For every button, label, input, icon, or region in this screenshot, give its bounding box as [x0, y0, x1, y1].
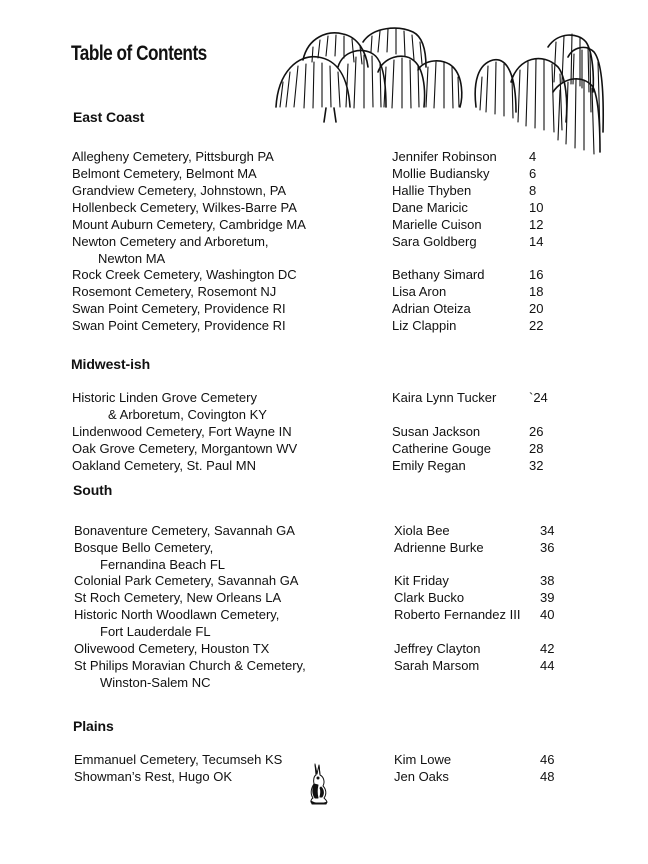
- entry-author: Dane Maricic: [392, 200, 468, 215]
- entry-author: Clark Bucko: [394, 590, 465, 605]
- entry-page: 46: [540, 752, 555, 767]
- entry-author: Catherine Gouge: [392, 441, 492, 456]
- toc-entry[interactable]: [0, 182, 648, 199]
- entry-author: Marielle Cuison: [392, 217, 482, 232]
- willow-trunks: [324, 108, 336, 122]
- toc-entry[interactable]: [0, 165, 648, 182]
- entry-place: Rosemont Cemetery, Rosemont NJ: [72, 284, 277, 299]
- page-title: Table of Contents: [71, 42, 207, 65]
- rabbit-illustration: [306, 762, 334, 806]
- entry-author: Adrian Oteiza: [392, 301, 471, 316]
- entry-place: Oak Grove Cemetery, Morgantown WV: [72, 441, 298, 456]
- entry-author: Sara Goldberg: [392, 234, 477, 249]
- entry-place: Lindenwood Cemetery, Fort Wayne IN: [72, 424, 292, 439]
- entry-page: 26: [529, 424, 544, 439]
- entry-author: Hallie Thyben: [392, 183, 472, 198]
- entry-author: Roberto Fernandez III: [394, 607, 521, 622]
- entry-author: Sarah Marsom: [394, 658, 480, 673]
- entry-place-continued: & Arboretum, Covington KY: [108, 407, 267, 422]
- entry-place: Mount Auburn Cemetery, Cambridge MA: [72, 217, 306, 232]
- toc-entry[interactable]: [0, 640, 648, 657]
- toc-entry[interactable]: [0, 148, 648, 165]
- entry-author: Liz Clappin: [392, 318, 457, 333]
- entry-page: 48: [540, 769, 555, 784]
- entry-place: St Roch Cemetery, New Orleans LA: [74, 590, 282, 605]
- toc-entry[interactable]: [0, 389, 648, 423]
- entry-author: Susan Jackson: [392, 424, 481, 439]
- entry-place: Historic North Woodlawn Cemetery,: [74, 607, 280, 622]
- entry-page: 10: [529, 200, 544, 215]
- entry-author: Bethany Simard: [392, 267, 485, 282]
- entry-author: Kaira Lynn Tucker: [392, 390, 497, 405]
- entry-page: 14: [529, 234, 544, 249]
- section-heading-south: South: [73, 482, 113, 498]
- entry-place-continued: Fort Lauderdale FL: [100, 624, 211, 639]
- toc-entry[interactable]: [0, 457, 648, 474]
- entry-author: Mollie Budiansky: [392, 166, 490, 181]
- entry-place: St Philips Moravian Church & Cemetery,: [74, 658, 306, 673]
- section-heading-east-coast: East Coast: [73, 109, 145, 125]
- entry-author: Xiola Bee: [394, 523, 450, 538]
- entry-place: Colonial Park Cemetery, Savannah GA: [74, 573, 299, 588]
- entry-author: Lisa Aron: [392, 284, 447, 299]
- entry-page: 36: [540, 540, 555, 555]
- entry-place-continued: Newton MA: [98, 251, 166, 266]
- entry-page: 34: [540, 523, 555, 538]
- entry-place: Grandview Cemetery, Johnstown, PA: [72, 183, 287, 198]
- entry-place: Rock Creek Cemetery, Washington DC: [72, 267, 297, 282]
- entry-author: Jennifer Robinson: [392, 149, 497, 164]
- entry-page: 32: [529, 458, 544, 473]
- toc-entry[interactable]: [0, 199, 648, 216]
- entry-author: Jeffrey Clayton: [394, 641, 481, 656]
- entry-place: Olivewood Cemetery, Houston TX: [74, 641, 270, 656]
- entry-page: 4: [529, 149, 537, 164]
- entry-place: Bosque Bello Cemetery,: [74, 540, 214, 555]
- toc-entry[interactable]: [0, 216, 648, 233]
- toc-entry[interactable]: [0, 539, 648, 573]
- entry-place: Showman’s Rest, Hugo OK: [74, 769, 232, 784]
- entry-page: 20: [529, 301, 544, 316]
- entry-place: Bonaventure Cemetery, Savannah GA: [74, 523, 295, 538]
- entry-author: Emily Regan: [392, 458, 466, 473]
- entry-page: `24: [529, 390, 548, 405]
- willow-trees-illustration: [268, 22, 613, 157]
- toc-entry[interactable]: [0, 283, 648, 300]
- entry-page: 38: [540, 573, 555, 588]
- toc-entry[interactable]: [0, 572, 648, 589]
- entry-place: Hollenbeck Cemetery, Wilkes-Barre PA: [72, 200, 297, 215]
- entry-place-continued: Winston-Salem NC: [100, 675, 211, 690]
- entry-place: Swan Point Cemetery, Providence RI: [72, 318, 286, 333]
- toc-entry[interactable]: [0, 657, 648, 691]
- entry-page: 16: [529, 267, 544, 282]
- entry-page: 42: [540, 641, 555, 656]
- entry-place: Historic Linden Grove Cemetery: [72, 390, 257, 405]
- entry-page: 40: [540, 607, 555, 622]
- entry-place: Oakland Cemetery, St. Paul MN: [72, 458, 256, 473]
- entry-author: Kim Lowe: [394, 752, 452, 767]
- entry-author: Adrienne Burke: [394, 540, 484, 555]
- entry-place: Emmanuel Cemetery, Tecumseh KS: [74, 752, 283, 767]
- willow-tree-outlines: [276, 28, 603, 152]
- section-heading-plains: Plains: [73, 718, 114, 734]
- entry-page: 8: [529, 183, 537, 198]
- entry-page: 44: [540, 658, 555, 673]
- toc-entry[interactable]: [0, 589, 648, 606]
- toc-entry[interactable]: [0, 423, 648, 440]
- entry-page: 6: [529, 166, 537, 181]
- toc-entry[interactable]: [0, 233, 648, 267]
- toc-entry[interactable]: [0, 317, 648, 334]
- entry-place-continued: Fernandina Beach FL: [100, 557, 226, 572]
- entry-place: Allegheny Cemetery, Pittsburgh PA: [72, 149, 274, 164]
- entry-place: Newton Cemetery and Arboretum,: [72, 234, 269, 249]
- entry-place: Belmont Cemetery, Belmont MA: [72, 166, 257, 181]
- toc-entry[interactable]: [0, 440, 648, 457]
- willow-tree-strands: [280, 29, 600, 154]
- entry-page: 39: [540, 590, 555, 605]
- entry-page: 22: [529, 318, 544, 333]
- toc-entry[interactable]: [0, 606, 648, 640]
- entry-author: Jen Oaks: [394, 769, 449, 784]
- entry-place: Swan Point Cemetery, Providence RI: [72, 301, 286, 316]
- toc-entry[interactable]: [0, 266, 648, 283]
- entry-author: Kit Friday: [394, 573, 449, 588]
- entry-page: 28: [529, 441, 544, 456]
- entry-page: 12: [529, 217, 544, 232]
- toc-entry[interactable]: [0, 522, 648, 539]
- section-heading-midwest-ish: Midwest-ish: [71, 356, 151, 372]
- entry-page: 18: [529, 284, 544, 299]
- toc-entry[interactable]: [0, 300, 648, 317]
